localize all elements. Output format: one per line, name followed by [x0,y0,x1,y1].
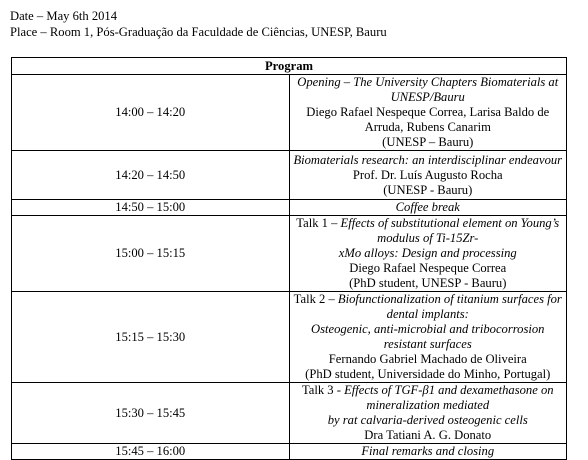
talk-label: Talk 2 – [293,292,338,306]
talk-title: Biofunctionalization of titanium surfaces for dental implants: [337,292,562,321]
session-description [289,444,567,460]
session-title: Final remarks and closing [361,444,495,458]
session-title: Biomaterials research: an interdisciplinar endeavour [293,152,563,167]
session-affiliation: (UNESP - Bauru) [383,182,473,197]
session-time: 14:20 – 14:50 [12,151,290,200]
session-affiliation: (PhD student, Universidade do Minho, Portugal) [305,367,551,381]
session-description [289,292,567,383]
table-row [12,383,567,444]
session-description [289,383,567,444]
session-time: 15:15 – 15:30 [12,292,290,383]
session-description [289,151,567,200]
table-row [12,216,567,292]
program-header-row [12,58,567,75]
date-line: Date – May 6th 2014 [10,9,118,23]
table-row [12,75,567,151]
session-speakers: Fernando Gabriel Machado de Oliveira [328,352,527,366]
session-affiliation: (PhD student, UNESP - Bauru) [349,276,507,290]
session-time: 15:45 – 16:00 [12,444,290,460]
table-row [12,151,567,200]
session-time: 14:00 – 14:20 [12,75,290,151]
session-description [289,216,567,292]
session-affiliation: (UNESP – Bauru) [382,135,474,149]
table-row [12,292,567,383]
session-speakers: Diego Rafael Nespeque Correa [349,261,507,275]
session-description [289,75,567,151]
talk-label: Talk 3 - [301,383,345,397]
talk-title-cont: xMo alloys: Design and processing [338,246,517,260]
talk-title: Effects of TGF-β1 and dexamethasone on mineralization mediated [344,383,554,412]
talk-title-cont: Osteogenic, anti-microbial and tribocorrosion resistant surfaces [311,322,545,351]
table-row [12,444,567,460]
talk-title-cont: by rat calvaria-derived osteogenic cells [327,413,528,427]
talk-title: Effects of substitutional element on Young’s modulus of Ti-15Zr- [340,216,560,245]
place-line: Place – Room 1, Pós-Graduação da Faculdade de Ciências, UNESP, Bauru [10,25,387,39]
session-description [289,200,567,216]
session-time: 15:30 – 15:45 [12,383,290,444]
session-title: Coffee break [395,200,460,214]
program-title: Program [12,58,567,75]
program-table [11,57,567,460]
table-row [12,200,567,216]
session-title: Opening – The University Chapters Biomaterials at UNESP/Bauru [297,75,559,104]
session-speakers: Diego Rafael Nespeque Correa, Larisa Baldo de Arruda, Rubens Canarim [306,105,550,134]
session-time: 14:50 – 15:00 [12,200,290,216]
session-time: 15:00 – 15:15 [12,216,290,292]
session-speakers: Dra Tatiani A. G. Donato [364,428,492,442]
session-speakers: Prof. Dr. Luís Augusto Rocha [352,167,503,182]
talk-label: Talk 1 – [296,216,341,230]
